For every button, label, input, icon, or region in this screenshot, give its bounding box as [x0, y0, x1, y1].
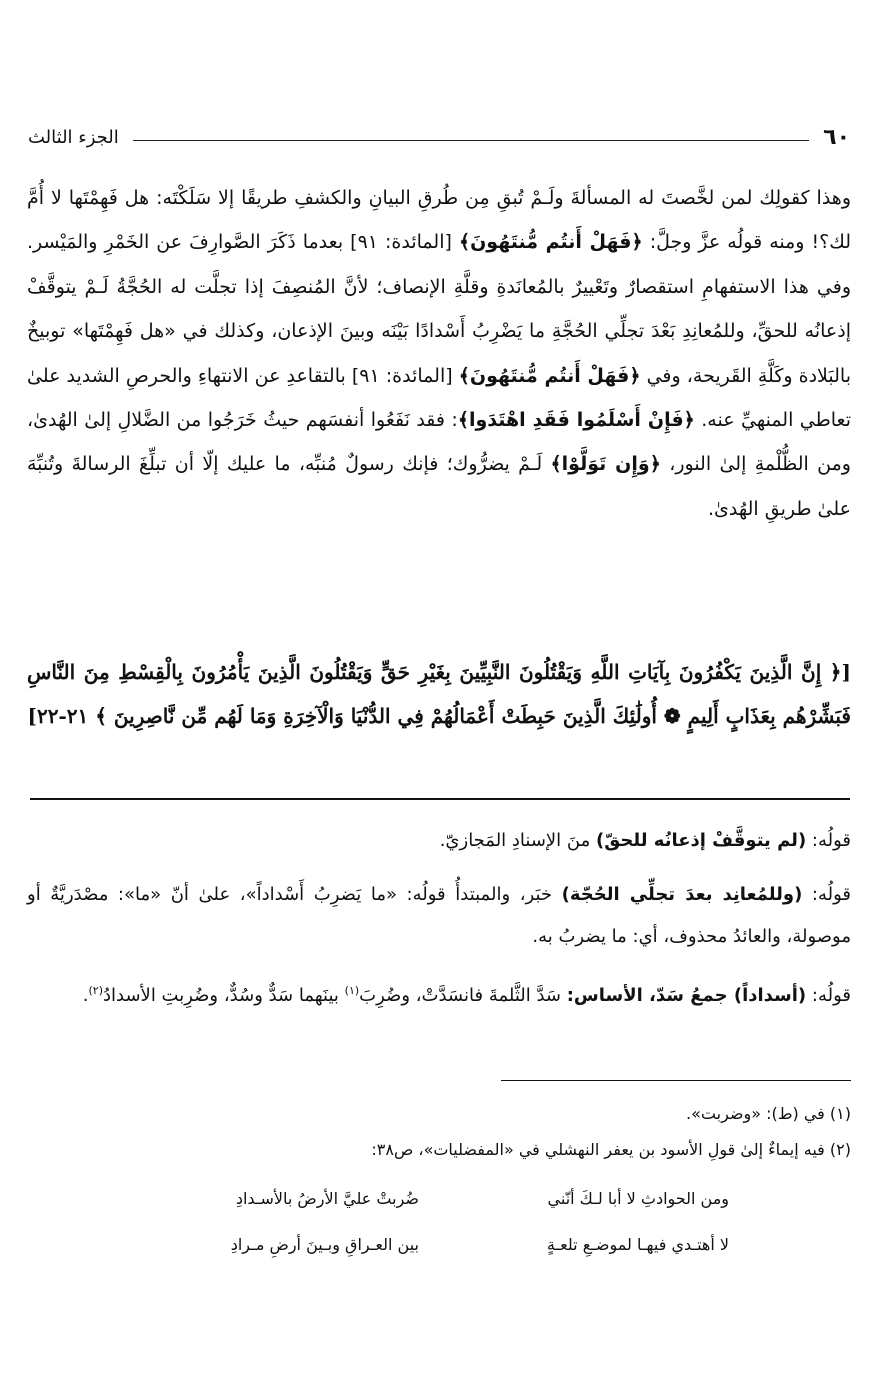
commentary-text: خبَر، والمبتدأُ قولُه: «ما يَضرِبُ أَسْداداً»، علىٰ أنّ «ما»: مصْدَريَّةٌ أو موصولة، والعائدُ محذوف، أي: ما يضربُ به.	[27, 884, 851, 947]
commentary-term: (لم يتوقَّفْ إذعانُه للحقّ)	[595, 830, 807, 851]
text-segment: لَـمْ يضرُّوك؛ فإنك رسولٌ مُنبِّه، ما عليك إلّا أن تبلِّغَ الرسالةَ وتُنبِّهَ علىٰ طريقِ الهُدىٰ.	[27, 453, 851, 520]
quran-quote: ﴿وَإِن تَوَلَّوْا﴾	[550, 453, 661, 476]
poem-hemistich-first: ومن الحوادثِ لا أبا لـكَ أنّني	[547, 1189, 729, 1208]
commentary-paragraph	[27, 820, 851, 862]
page-number: ٦٠	[823, 124, 850, 150]
commentary-paragraph	[27, 874, 851, 958]
main-paragraph	[27, 176, 851, 531]
poem	[169, 1176, 729, 1268]
quran-quote: ﴿فَإِنْ أَسْلَمُوا فَقَدِ اهْتَدَوا﴾	[457, 409, 695, 432]
commentary-paragraph	[27, 970, 851, 1017]
header-rule	[133, 140, 809, 141]
footnotes	[27, 1096, 851, 1168]
text-segment: [المائدة: ٩١] بعدما ذَكَرَ الصَّوارِفَ عن الخَمْرِ والمَيْسر. وفي هذا الاستفهامِ استقصارٌ وتَعْييرٌ بالمُعانَدةِ وقلَّةِ الإنصاف؛ لأنَّ المُنصِفَ إذا تجلَّت له الحُجَّةُ لَـمْ يتوقَّفْ إذعانُه للحقِّ، وللمُعانِدِ بَعْدَ تجلِّي الحُجَّةِ ما يَضْرِبُ أَسْدادًا بَيْنَه وبينَ الإذعان، وكذلك في «هل فَهِمْتَها» توبيخٌ بالبَلادة وكَلَّةِ القَريحة، وفي	[27, 231, 851, 387]
poem-verse	[169, 1176, 729, 1222]
text-segment: : فقد نَفَعُوا أنفسَهم حيثُ خَرَجُوا من الضَّلالِ إلىٰ الهُدىٰ، ومن الظُّلْمةِ إلىٰ النور،	[27, 409, 851, 476]
commentary-lead: قولُه:	[802, 884, 851, 905]
footnote-divider	[501, 1080, 851, 1081]
commentary-text: بينَهما سَدٌّ وسُدٌّ، وضُرِبتِ الأسدادُ	[103, 985, 345, 1006]
text-segment: وهذا كقولِك لمن لخَّصتَ له المسألةَ ولَـمْ تُبقِ مِن طُرقِ البيانِ والكشفِ طريقًا إلا سَلَكْتَه: هل فَهِمْتَها لا أُمَّ لك؟! ومنه قولُه عزَّ وجلَّ:	[27, 187, 852, 254]
footnote: (١) في (ط): «وضربت».	[686, 1104, 851, 1123]
footnote-ref[interactable]: (١)	[344, 984, 360, 997]
poem-hemistich-second: ضُربتْ عليَّ الأرضُ بالأسـدادِ	[235, 1189, 419, 1208]
quran-verse-block: [﴿ إِنَّ الَّذِينَ يَكْفُرُونَ بِآيَاتِ اللَّهِ وَيَقْتُلُونَ النَّبِيِّينَ بِغَيْرِ حَقٍّ وَيَقْتُلُونَ الَّذِينَ يَأْمُرُونَ بِالْقِسْطِ مِنَ النَّاسِ فَبَشِّرْهُم بِعَذَابٍ أَلِيمٍ ❁ أُولَٰئِكَ الَّذِينَ حَبِطَتْ أَعْمَالُهُمْ فِي الدُّنْيَا وَالْآخِرَةِ وَمَا لَهُم مِّن نَّاصِرِينَ ﴾ ٢١-٢٢]	[27, 660, 851, 728]
page-header	[28, 120, 850, 154]
poem-hemistich-second: بين العـراقِ وبـينَ أرضِ مـرادِ	[230, 1235, 419, 1254]
commentary-term: (أسداداً) جمعُ سَدّ، الأساس:	[566, 985, 807, 1006]
commentary-text: .	[82, 985, 89, 1006]
commentary-text: سَدَّ الثَّلمةَ فانسَدَّتْ، وضُرِبَ	[359, 985, 567, 1006]
commentary	[27, 820, 851, 1029]
text-segment: [المائدة: ٩١] بالتقاعدِ عن الانتهاءِ والحرصِ الشديد علىٰ تعاطي المنهيِّ عنه.	[27, 364, 851, 432]
section-divider	[30, 798, 850, 800]
running-title: الجزء الثالث	[28, 126, 119, 148]
commentary-lead: قولُه:	[806, 985, 851, 1006]
quran-quote: ﴿فَهَلْ أَنتُم مُّنتَهُونَ﴾	[458, 364, 641, 387]
quran-quote: ﴿فَهَلْ أَنتُم مُّنتَهُونَ﴾	[458, 231, 643, 254]
footnote: (٢) فيه إيماءٌ إلىٰ قولِ الأسود بن يعفر النهشلي في «المفضليات»، ص٣٨:	[371, 1140, 851, 1159]
poem-verse	[169, 1222, 729, 1268]
commentary-term: (وللمُعانِد بعدَ تجلِّي الحُجّة)	[561, 884, 803, 905]
commentary-text: منَ الإسنادِ المَجازيّ.	[439, 830, 596, 851]
poem-hemistich-first: لا أهتـدي فيهـا لموضـعِ تلعـةٍ	[546, 1235, 729, 1254]
footnote-ref[interactable]: (٢)	[88, 984, 103, 997]
main-text	[27, 176, 851, 531]
commentary-lead: قولُه:	[806, 830, 851, 851]
